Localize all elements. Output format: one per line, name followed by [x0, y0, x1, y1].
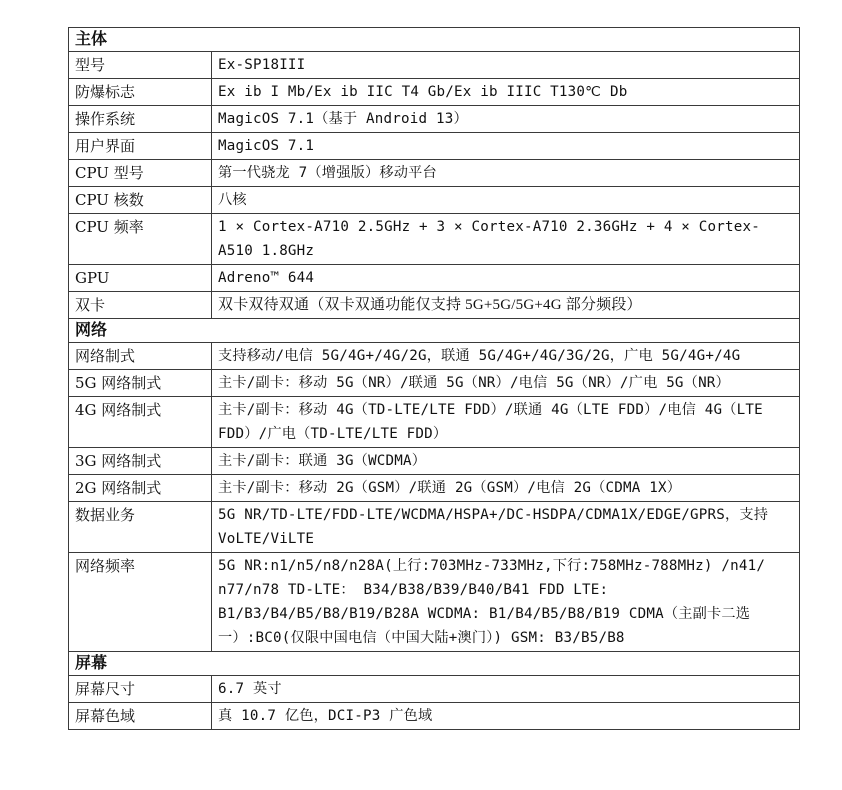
section-header-row [69, 319, 800, 343]
spec-label: 屏幕尺寸 [69, 676, 212, 703]
spec-label: 操作系统 [69, 106, 212, 133]
spec-label: 双卡 [69, 292, 212, 319]
spec-label: 用户界面 [69, 133, 212, 160]
section-header-row [69, 28, 800, 52]
spec-value: MagicOS 7.1 [212, 133, 800, 160]
spec-value: 双卡双待双通（双卡双通功能仅支持 5G+5G/5G+4G 部分频段） [212, 292, 800, 319]
spec-row-5g-modes [69, 370, 800, 397]
spec-value: Ex-SP18III [212, 52, 800, 79]
spec-value: MagicOS 7.1（基于 Android 13） [212, 106, 800, 133]
spec-row-model [69, 52, 800, 79]
spec-row-cpu-model [69, 160, 800, 187]
spec-value: 支持移动/电信 5G/4G+/4G/2G，联通 5G/4G+/4G/3G/2G，广电 5G/4G+/4G [212, 343, 800, 370]
spec-label: 数据业务 [69, 502, 212, 553]
section-title-network: 网络 [69, 319, 800, 343]
spec-row-dual-sim [69, 292, 800, 319]
spec-row-4g-modes [69, 397, 800, 448]
section-title-body: 主体 [69, 28, 800, 52]
spec-value: Adreno™ 644 [212, 265, 800, 292]
spec-value: 第一代骁龙 7（增强版）移动平台 [212, 160, 800, 187]
spec-table [68, 27, 800, 730]
spec-value: 主卡/副卡：移动 5G（NR）/联通 5G（NR）/电信 5G（NR）/广电 5G（NR） [212, 370, 800, 397]
spec-label: CPU 型号 [69, 160, 212, 187]
spec-row-network-bands [69, 553, 800, 652]
spec-row-network-modes [69, 343, 800, 370]
spec-row-os [69, 106, 800, 133]
spec-value: 八核 [212, 187, 800, 214]
spec-value: 主卡/副卡：移动 2G（GSM）/联通 2G（GSM）/电信 2G（CDMA 1X） [212, 475, 800, 502]
spec-value: 5G NR:n1/n5/n8/n28A(上行:703MHz-733MHz,下行:758MHz-788MHz) /n41/ n77/n78 TD-LTE： B34/B38/B39/B40/B41 FDD LTE: B1/B3/B4/B5/B8/B19/B28A WCDMA: B1/B4/B5/B8/B19 CDMA（主副卡二选一）:BC0(仅限中国电信（中国大陆+澳门）) GSM: B3/B5/B8 [212, 553, 800, 652]
spec-label: 网络制式 [69, 343, 212, 370]
spec-value: 6.7 英寸 [212, 676, 800, 703]
spec-label: 2G 网络制式 [69, 475, 212, 502]
spec-row-screen-size [69, 676, 800, 703]
spec-value: 1 × Cortex-A710 2.5GHz + 3 × Cortex-A710 2.36GHz + 4 × Cortex-A510 1.8GHz [212, 214, 800, 265]
spec-value: 主卡/副卡：联通 3G（WCDMA） [212, 448, 800, 475]
spec-label: 防爆标志 [69, 79, 212, 106]
spec-row-data-services [69, 502, 800, 553]
spec-value: 真 10.7 亿色，DCI-P3 广色域 [212, 703, 800, 730]
spec-row-cpu-frequency [69, 214, 800, 265]
spec-row-gpu [69, 265, 800, 292]
spec-value: 5G NR/TD-LTE/FDD-LTE/WCDMA/HSPA+/DC-HSDPA/CDMA1X/EDGE/GPRS，支持 VoLTE/ViLTE [212, 502, 800, 553]
spec-row-cpu-cores [69, 187, 800, 214]
spec-label: CPU 频率 [69, 214, 212, 265]
spec-label: 3G 网络制式 [69, 448, 212, 475]
spec-row-screen-gamut [69, 703, 800, 730]
section-header-row [69, 652, 800, 676]
spec-row-explosion-proof-mark [69, 79, 800, 106]
spec-label: GPU [69, 265, 212, 292]
spec-label: 型号 [69, 52, 212, 79]
spec-value: 主卡/副卡：移动 4G（TD-LTE/LTE FDD）/联通 4G（LTE FDD）/电信 4G（LTE FDD）/广电（TD-LTE/LTE FDD） [212, 397, 800, 448]
spec-label: 屏幕色域 [69, 703, 212, 730]
section-title-screen: 屏幕 [69, 652, 800, 676]
spec-label: 5G 网络制式 [69, 370, 212, 397]
spec-label: 4G 网络制式 [69, 397, 212, 448]
spec-row-ui [69, 133, 800, 160]
spec-value: Ex ib I Mb/Ex ib IIC T4 Gb/Ex ib IIIC T130℃ Db [212, 79, 800, 106]
spec-label: CPU 核数 [69, 187, 212, 214]
spec-row-3g-modes [69, 448, 800, 475]
spec-row-2g-modes [69, 475, 800, 502]
spec-label: 网络频率 [69, 553, 212, 652]
